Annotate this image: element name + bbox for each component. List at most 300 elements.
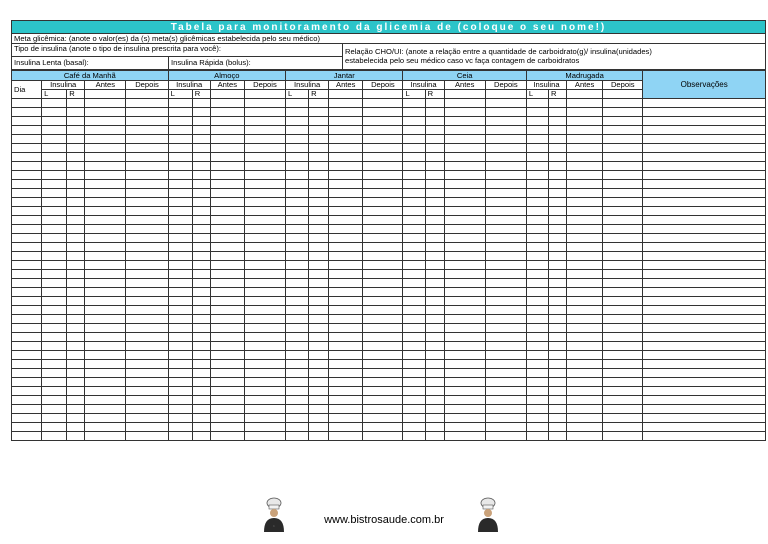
entry-cell[interactable] bbox=[12, 216, 42, 225]
entry-cell[interactable] bbox=[548, 189, 566, 198]
entry-cell[interactable] bbox=[126, 171, 168, 180]
entry-cell[interactable] bbox=[210, 162, 244, 171]
entry-cell[interactable] bbox=[403, 288, 425, 297]
entry-cell[interactable] bbox=[425, 252, 444, 261]
entry-cell[interactable] bbox=[444, 396, 485, 405]
entry-cell[interactable] bbox=[485, 117, 526, 126]
entry-cell[interactable] bbox=[286, 387, 309, 396]
entry-cell[interactable] bbox=[192, 333, 210, 342]
entry-cell[interactable] bbox=[244, 261, 285, 270]
entry-cell[interactable] bbox=[309, 153, 329, 162]
entry-cell[interactable] bbox=[286, 405, 309, 414]
entry-cell[interactable] bbox=[309, 261, 329, 270]
entry-cell[interactable] bbox=[526, 324, 548, 333]
entry-cell[interactable] bbox=[244, 324, 285, 333]
entry-cell[interactable] bbox=[425, 288, 444, 297]
entry-cell[interactable] bbox=[444, 207, 485, 216]
entry-cell[interactable] bbox=[244, 396, 285, 405]
entry-cell[interactable] bbox=[403, 126, 425, 135]
entry-cell[interactable] bbox=[126, 162, 168, 171]
entry-cell[interactable] bbox=[126, 414, 168, 423]
entry-cell[interactable] bbox=[85, 252, 126, 261]
entry-cell[interactable] bbox=[85, 324, 126, 333]
entry-cell[interactable] bbox=[42, 297, 67, 306]
entry-cell[interactable] bbox=[485, 414, 526, 423]
entry-cell[interactable] bbox=[403, 423, 425, 432]
entry-cell[interactable] bbox=[244, 315, 285, 324]
entry-cell[interactable] bbox=[444, 297, 485, 306]
entry-cell[interactable] bbox=[210, 198, 244, 207]
entry-cell[interactable] bbox=[286, 126, 309, 135]
entry-cell[interactable] bbox=[444, 288, 485, 297]
entry-cell[interactable] bbox=[244, 387, 285, 396]
insulina-rapida-field[interactable]: Insulina Rápida (bolus): bbox=[171, 58, 251, 67]
entry-cell[interactable] bbox=[168, 279, 192, 288]
entry-cell[interactable] bbox=[329, 225, 363, 234]
entry-cell[interactable] bbox=[603, 351, 643, 360]
entry-cell[interactable] bbox=[485, 369, 526, 378]
entry-cell[interactable] bbox=[363, 261, 403, 270]
entry-cell[interactable] bbox=[548, 144, 566, 153]
entry-cell[interactable] bbox=[485, 405, 526, 414]
entry-cell[interactable] bbox=[67, 360, 85, 369]
entry-cell[interactable] bbox=[329, 270, 363, 279]
entry-cell[interactable] bbox=[403, 153, 425, 162]
entry-cell[interactable] bbox=[444, 432, 485, 441]
entry-cell[interactable] bbox=[603, 270, 643, 279]
entry-cell[interactable] bbox=[567, 378, 603, 387]
entry-cell[interactable] bbox=[485, 162, 526, 171]
entry-cell[interactable] bbox=[485, 108, 526, 117]
entry-cell[interactable] bbox=[403, 234, 425, 243]
observacoes-cell[interactable] bbox=[643, 333, 766, 342]
entry-cell[interactable] bbox=[67, 315, 85, 324]
entry-cell[interactable] bbox=[444, 261, 485, 270]
entry-cell[interactable] bbox=[210, 288, 244, 297]
entry-cell[interactable] bbox=[210, 207, 244, 216]
entry-cell[interactable] bbox=[444, 360, 485, 369]
entry-cell[interactable] bbox=[12, 315, 42, 324]
entry-cell[interactable] bbox=[244, 279, 285, 288]
entry-cell[interactable] bbox=[126, 378, 168, 387]
entry-cell[interactable] bbox=[309, 396, 329, 405]
entry-cell[interactable] bbox=[329, 351, 363, 360]
entry-cell[interactable] bbox=[567, 180, 603, 189]
entry-cell[interactable] bbox=[548, 279, 566, 288]
entry-cell[interactable] bbox=[168, 234, 192, 243]
entry-cell[interactable] bbox=[309, 171, 329, 180]
entry-cell[interactable] bbox=[548, 369, 566, 378]
entry-cell[interactable] bbox=[526, 288, 548, 297]
entry-cell[interactable] bbox=[42, 261, 67, 270]
entry-cell[interactable] bbox=[192, 261, 210, 270]
entry-cell[interactable] bbox=[309, 387, 329, 396]
entry-cell[interactable] bbox=[403, 252, 425, 261]
entry-cell[interactable] bbox=[210, 333, 244, 342]
observacoes-cell[interactable] bbox=[643, 414, 766, 423]
entry-cell[interactable] bbox=[168, 135, 192, 144]
entry-cell[interactable] bbox=[168, 351, 192, 360]
entry-cell[interactable] bbox=[42, 288, 67, 297]
entry-cell[interactable] bbox=[548, 396, 566, 405]
entry-cell[interactable] bbox=[126, 396, 168, 405]
entry-cell[interactable] bbox=[244, 171, 285, 180]
entry-cell[interactable] bbox=[67, 342, 85, 351]
entry-cell[interactable] bbox=[309, 306, 329, 315]
observacoes-cell[interactable] bbox=[643, 378, 766, 387]
entry-cell[interactable] bbox=[485, 153, 526, 162]
observacoes-cell[interactable] bbox=[643, 162, 766, 171]
entry-cell[interactable] bbox=[485, 396, 526, 405]
entry-cell[interactable] bbox=[329, 198, 363, 207]
entry-cell[interactable] bbox=[444, 171, 485, 180]
entry-cell[interactable] bbox=[85, 297, 126, 306]
entry-cell[interactable] bbox=[425, 432, 444, 441]
entry-cell[interactable] bbox=[444, 333, 485, 342]
entry-cell[interactable] bbox=[210, 315, 244, 324]
entry-cell[interactable] bbox=[403, 171, 425, 180]
entry-cell[interactable] bbox=[210, 414, 244, 423]
entry-cell[interactable] bbox=[168, 225, 192, 234]
entry-cell[interactable] bbox=[309, 198, 329, 207]
entry-cell[interactable] bbox=[192, 108, 210, 117]
entry-cell[interactable] bbox=[12, 252, 42, 261]
entry-cell[interactable] bbox=[403, 243, 425, 252]
entry-cell[interactable] bbox=[210, 387, 244, 396]
entry-cell[interactable] bbox=[168, 306, 192, 315]
entry-cell[interactable] bbox=[363, 171, 403, 180]
entry-cell[interactable] bbox=[286, 153, 309, 162]
entry-cell[interactable] bbox=[192, 396, 210, 405]
entry-cell[interactable] bbox=[42, 108, 67, 117]
entry-cell[interactable] bbox=[403, 99, 425, 108]
entry-cell[interactable] bbox=[425, 144, 444, 153]
entry-cell[interactable] bbox=[603, 306, 643, 315]
entry-cell[interactable] bbox=[244, 270, 285, 279]
entry-cell[interactable] bbox=[192, 207, 210, 216]
entry-cell[interactable] bbox=[168, 333, 192, 342]
entry-cell[interactable] bbox=[210, 270, 244, 279]
entry-cell[interactable] bbox=[12, 108, 42, 117]
entry-cell[interactable] bbox=[363, 216, 403, 225]
entry-cell[interactable] bbox=[168, 198, 192, 207]
entry-cell[interactable] bbox=[309, 342, 329, 351]
entry-cell[interactable] bbox=[363, 414, 403, 423]
entry-cell[interactable] bbox=[85, 270, 126, 279]
entry-cell[interactable] bbox=[286, 432, 309, 441]
entry-cell[interactable] bbox=[244, 432, 285, 441]
entry-cell[interactable] bbox=[425, 297, 444, 306]
entry-cell[interactable] bbox=[329, 306, 363, 315]
entry-cell[interactable] bbox=[85, 171, 126, 180]
entry-cell[interactable] bbox=[603, 423, 643, 432]
entry-cell[interactable] bbox=[485, 135, 526, 144]
entry-cell[interactable] bbox=[363, 423, 403, 432]
entry-cell[interactable] bbox=[85, 351, 126, 360]
entry-cell[interactable] bbox=[168, 162, 192, 171]
entry-cell[interactable] bbox=[309, 414, 329, 423]
entry-cell[interactable] bbox=[67, 423, 85, 432]
entry-cell[interactable] bbox=[67, 108, 85, 117]
entry-cell[interactable] bbox=[286, 297, 309, 306]
entry-cell[interactable] bbox=[244, 225, 285, 234]
entry-cell[interactable] bbox=[548, 351, 566, 360]
entry-cell[interactable] bbox=[67, 99, 85, 108]
entry-cell[interactable] bbox=[42, 162, 67, 171]
entry-cell[interactable] bbox=[329, 180, 363, 189]
entry-cell[interactable] bbox=[403, 369, 425, 378]
entry-cell[interactable] bbox=[329, 126, 363, 135]
entry-cell[interactable] bbox=[192, 342, 210, 351]
entry-cell[interactable] bbox=[85, 360, 126, 369]
entry-cell[interactable] bbox=[567, 153, 603, 162]
observacoes-cell[interactable] bbox=[643, 387, 766, 396]
entry-cell[interactable] bbox=[485, 351, 526, 360]
entry-cell[interactable] bbox=[603, 180, 643, 189]
entry-cell[interactable] bbox=[85, 378, 126, 387]
entry-cell[interactable] bbox=[244, 360, 285, 369]
entry-cell[interactable] bbox=[67, 117, 85, 126]
entry-cell[interactable] bbox=[12, 270, 42, 279]
entry-cell[interactable] bbox=[363, 126, 403, 135]
entry-cell[interactable] bbox=[12, 324, 42, 333]
entry-cell[interactable] bbox=[526, 423, 548, 432]
entry-cell[interactable] bbox=[42, 351, 67, 360]
entry-cell[interactable] bbox=[526, 333, 548, 342]
insulina-lenta-field[interactable]: Insulina Lenta (basal): bbox=[14, 58, 89, 67]
entry-cell[interactable] bbox=[67, 288, 85, 297]
entry-cell[interactable] bbox=[210, 306, 244, 315]
entry-cell[interactable] bbox=[309, 288, 329, 297]
entry-cell[interactable] bbox=[12, 333, 42, 342]
entry-cell[interactable] bbox=[168, 144, 192, 153]
entry-cell[interactable] bbox=[244, 333, 285, 342]
entry-cell[interactable] bbox=[403, 387, 425, 396]
entry-cell[interactable] bbox=[526, 405, 548, 414]
entry-cell[interactable] bbox=[126, 225, 168, 234]
entry-cell[interactable] bbox=[309, 117, 329, 126]
entry-cell[interactable] bbox=[12, 153, 42, 162]
entry-cell[interactable] bbox=[444, 162, 485, 171]
entry-cell[interactable] bbox=[309, 315, 329, 324]
observacoes-cell[interactable] bbox=[643, 261, 766, 270]
entry-cell[interactable] bbox=[192, 153, 210, 162]
entry-cell[interactable] bbox=[309, 207, 329, 216]
entry-cell[interactable] bbox=[85, 414, 126, 423]
entry-cell[interactable] bbox=[403, 108, 425, 117]
entry-cell[interactable] bbox=[67, 261, 85, 270]
entry-cell[interactable] bbox=[567, 360, 603, 369]
entry-cell[interactable] bbox=[168, 108, 192, 117]
entry-cell[interactable] bbox=[244, 189, 285, 198]
entry-cell[interactable] bbox=[67, 126, 85, 135]
entry-cell[interactable] bbox=[548, 171, 566, 180]
entry-cell[interactable] bbox=[309, 423, 329, 432]
entry-cell[interactable] bbox=[526, 369, 548, 378]
entry-cell[interactable] bbox=[403, 324, 425, 333]
entry-cell[interactable] bbox=[567, 315, 603, 324]
entry-cell[interactable] bbox=[567, 351, 603, 360]
entry-cell[interactable] bbox=[42, 234, 67, 243]
entry-cell[interactable] bbox=[168, 360, 192, 369]
entry-cell[interactable] bbox=[210, 126, 244, 135]
entry-cell[interactable] bbox=[403, 180, 425, 189]
entry-cell[interactable] bbox=[485, 333, 526, 342]
entry-cell[interactable] bbox=[548, 360, 566, 369]
entry-cell[interactable] bbox=[286, 369, 309, 378]
entry-cell[interactable] bbox=[485, 198, 526, 207]
entry-cell[interactable] bbox=[210, 135, 244, 144]
entry-cell[interactable] bbox=[444, 216, 485, 225]
entry-cell[interactable] bbox=[548, 315, 566, 324]
entry-cell[interactable] bbox=[85, 432, 126, 441]
entry-cell[interactable] bbox=[12, 405, 42, 414]
entry-cell[interactable] bbox=[244, 180, 285, 189]
entry-cell[interactable] bbox=[403, 333, 425, 342]
entry-cell[interactable] bbox=[168, 387, 192, 396]
entry-cell[interactable] bbox=[425, 171, 444, 180]
entry-cell[interactable] bbox=[168, 216, 192, 225]
entry-cell[interactable] bbox=[192, 423, 210, 432]
entry-cell[interactable] bbox=[485, 387, 526, 396]
entry-cell[interactable] bbox=[425, 423, 444, 432]
entry-cell[interactable] bbox=[548, 135, 566, 144]
entry-cell[interactable] bbox=[567, 216, 603, 225]
entry-cell[interactable] bbox=[244, 144, 285, 153]
entry-cell[interactable] bbox=[603, 108, 643, 117]
entry-cell[interactable] bbox=[425, 333, 444, 342]
entry-cell[interactable] bbox=[309, 360, 329, 369]
entry-cell[interactable] bbox=[329, 243, 363, 252]
entry-cell[interactable] bbox=[603, 360, 643, 369]
entry-cell[interactable] bbox=[168, 270, 192, 279]
entry-cell[interactable] bbox=[567, 414, 603, 423]
entry-cell[interactable] bbox=[329, 288, 363, 297]
entry-cell[interactable] bbox=[67, 180, 85, 189]
entry-cell[interactable] bbox=[244, 369, 285, 378]
entry-cell[interactable] bbox=[192, 405, 210, 414]
entry-cell[interactable] bbox=[485, 315, 526, 324]
entry-cell[interactable] bbox=[567, 207, 603, 216]
entry-cell[interactable] bbox=[192, 369, 210, 378]
entry-cell[interactable] bbox=[42, 396, 67, 405]
entry-cell[interactable] bbox=[526, 126, 548, 135]
entry-cell[interactable] bbox=[210, 396, 244, 405]
entry-cell[interactable] bbox=[425, 342, 444, 351]
entry-cell[interactable] bbox=[363, 162, 403, 171]
entry-cell[interactable] bbox=[286, 171, 309, 180]
entry-cell[interactable] bbox=[286, 315, 309, 324]
observacoes-cell[interactable] bbox=[643, 207, 766, 216]
entry-cell[interactable] bbox=[329, 369, 363, 378]
entry-cell[interactable] bbox=[485, 234, 526, 243]
entry-cell[interactable] bbox=[12, 414, 42, 423]
entry-cell[interactable] bbox=[210, 180, 244, 189]
entry-cell[interactable] bbox=[363, 243, 403, 252]
entry-cell[interactable] bbox=[567, 333, 603, 342]
entry-cell[interactable] bbox=[603, 144, 643, 153]
entry-cell[interactable] bbox=[192, 243, 210, 252]
entry-cell[interactable] bbox=[444, 387, 485, 396]
entry-cell[interactable] bbox=[192, 225, 210, 234]
entry-cell[interactable] bbox=[286, 144, 309, 153]
entry-cell[interactable] bbox=[286, 270, 309, 279]
entry-cell[interactable] bbox=[425, 324, 444, 333]
entry-cell[interactable] bbox=[244, 162, 285, 171]
entry-cell[interactable] bbox=[244, 198, 285, 207]
entry-cell[interactable] bbox=[425, 162, 444, 171]
entry-cell[interactable] bbox=[567, 405, 603, 414]
entry-cell[interactable] bbox=[444, 180, 485, 189]
entry-cell[interactable] bbox=[444, 270, 485, 279]
entry-cell[interactable] bbox=[42, 387, 67, 396]
entry-cell[interactable] bbox=[444, 252, 485, 261]
entry-cell[interactable] bbox=[485, 324, 526, 333]
entry-cell[interactable] bbox=[42, 423, 67, 432]
entry-cell[interactable] bbox=[526, 396, 548, 405]
entry-cell[interactable] bbox=[363, 369, 403, 378]
entry-cell[interactable] bbox=[444, 405, 485, 414]
entry-cell[interactable] bbox=[286, 423, 309, 432]
entry-cell[interactable] bbox=[485, 261, 526, 270]
entry-cell[interactable] bbox=[485, 270, 526, 279]
entry-cell[interactable] bbox=[126, 144, 168, 153]
entry-cell[interactable] bbox=[42, 324, 67, 333]
entry-cell[interactable] bbox=[425, 306, 444, 315]
entry-cell[interactable] bbox=[444, 315, 485, 324]
entry-cell[interactable] bbox=[309, 99, 329, 108]
entry-cell[interactable] bbox=[42, 198, 67, 207]
entry-cell[interactable] bbox=[42, 117, 67, 126]
entry-cell[interactable] bbox=[192, 270, 210, 279]
entry-cell[interactable] bbox=[42, 126, 67, 135]
entry-cell[interactable] bbox=[12, 351, 42, 360]
entry-cell[interactable] bbox=[192, 315, 210, 324]
observacoes-cell[interactable] bbox=[643, 351, 766, 360]
entry-cell[interactable] bbox=[126, 108, 168, 117]
entry-cell[interactable] bbox=[286, 207, 309, 216]
entry-cell[interactable] bbox=[12, 297, 42, 306]
entry-cell[interactable] bbox=[309, 324, 329, 333]
entry-cell[interactable] bbox=[286, 189, 309, 198]
entry-cell[interactable] bbox=[192, 387, 210, 396]
entry-cell[interactable] bbox=[425, 414, 444, 423]
entry-cell[interactable] bbox=[85, 261, 126, 270]
entry-cell[interactable] bbox=[126, 405, 168, 414]
observacoes-cell[interactable] bbox=[643, 234, 766, 243]
observacoes-cell[interactable] bbox=[643, 135, 766, 144]
entry-cell[interactable] bbox=[444, 306, 485, 315]
entry-cell[interactable] bbox=[126, 99, 168, 108]
entry-cell[interactable] bbox=[244, 252, 285, 261]
entry-cell[interactable] bbox=[363, 378, 403, 387]
entry-cell[interactable] bbox=[309, 216, 329, 225]
entry-cell[interactable] bbox=[309, 234, 329, 243]
entry-cell[interactable] bbox=[42, 306, 67, 315]
entry-cell[interactable] bbox=[67, 225, 85, 234]
observacoes-cell[interactable] bbox=[643, 288, 766, 297]
entry-cell[interactable] bbox=[12, 234, 42, 243]
entry-cell[interactable] bbox=[425, 279, 444, 288]
entry-cell[interactable] bbox=[425, 270, 444, 279]
observacoes-cell[interactable] bbox=[643, 108, 766, 117]
entry-cell[interactable] bbox=[567, 369, 603, 378]
entry-cell[interactable] bbox=[363, 279, 403, 288]
entry-cell[interactable] bbox=[168, 153, 192, 162]
entry-cell[interactable] bbox=[485, 216, 526, 225]
entry-cell[interactable] bbox=[363, 144, 403, 153]
entry-cell[interactable] bbox=[85, 279, 126, 288]
